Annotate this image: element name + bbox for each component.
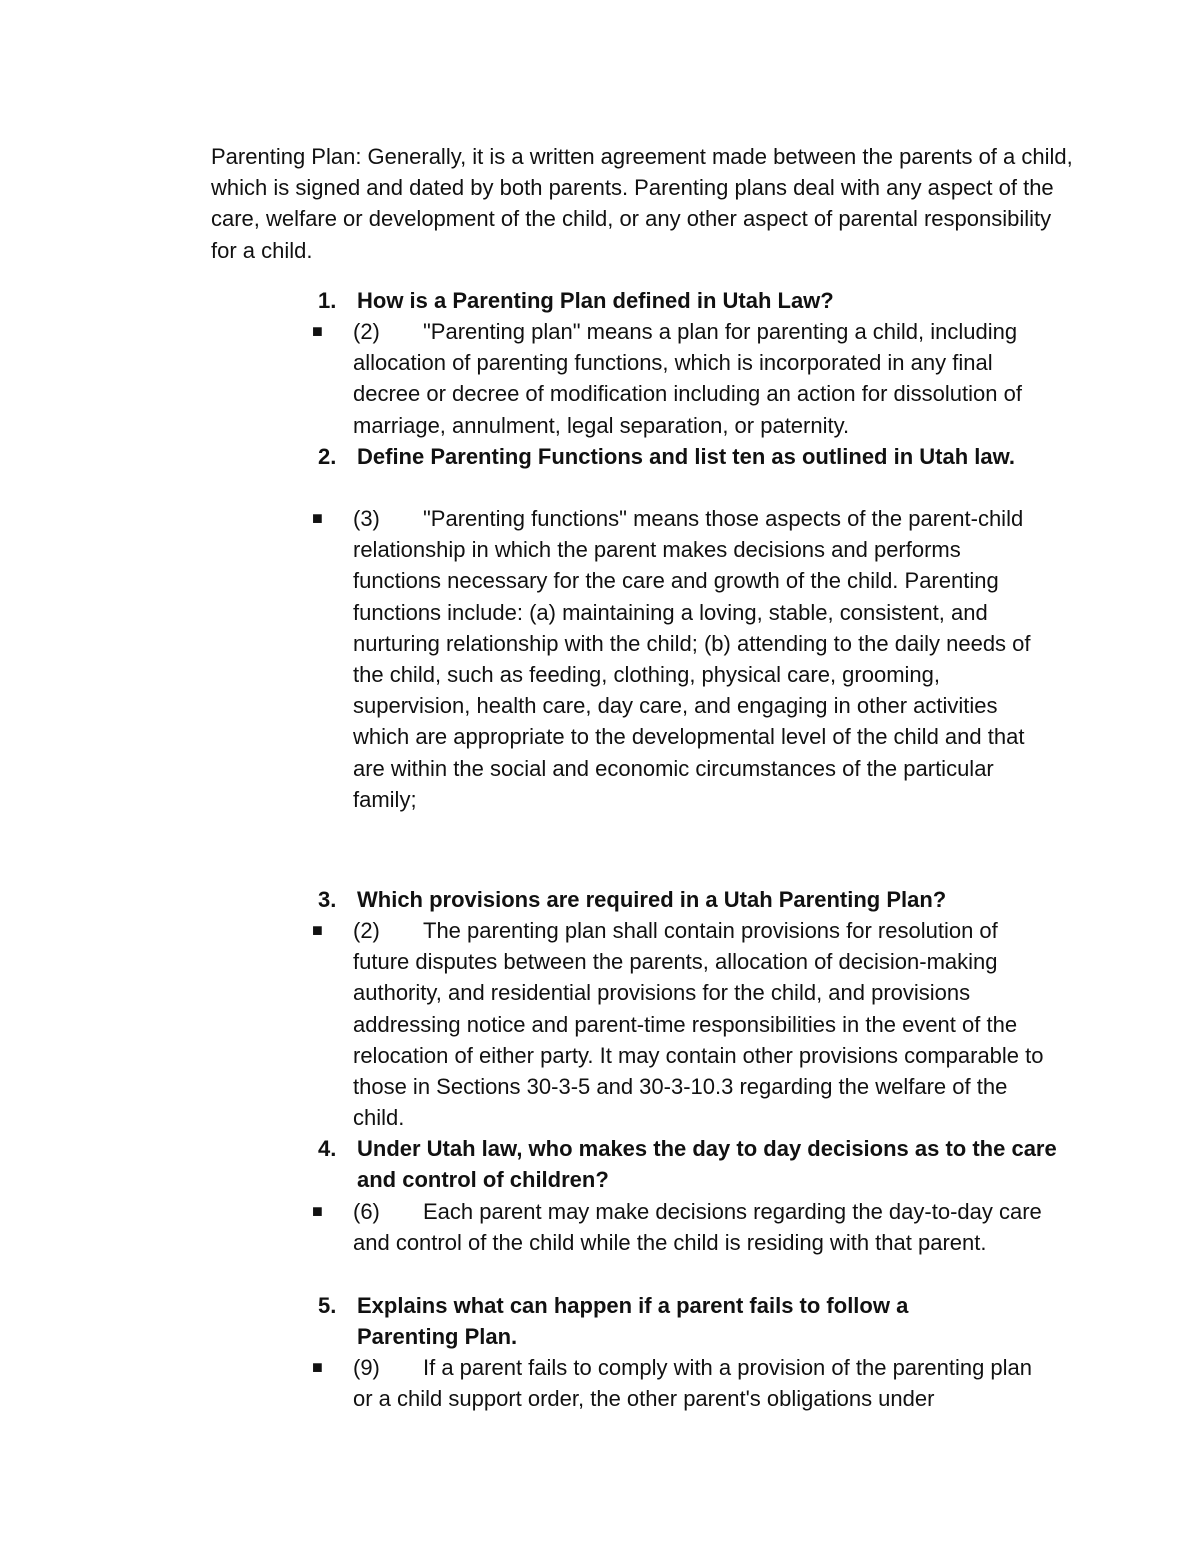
answer-body: Each parent may make decisions regarding the day-to-day care and control of the child while the child is residing with that parent. [353, 1199, 1042, 1256]
square-bullet-icon: ■ [312, 1357, 323, 1377]
question-number: 2. [318, 444, 337, 469]
question-1 [318, 285, 1068, 316]
question-2 [318, 441, 1068, 472]
answer-5 [312, 1352, 1072, 1414]
square-bullet-icon: ■ [312, 920, 323, 940]
answer-text [353, 316, 1053, 441]
question-number: 5. [318, 1293, 337, 1318]
square-bullet-icon: ■ [312, 1201, 323, 1221]
answer-1 [312, 316, 1072, 441]
statute-ref: (9) [353, 1355, 380, 1380]
answer-body: "Parenting functions" means those aspects of the parent-child relationship in which the parent makes decisions and performs functions necessary for the care and growth of the child. Parenting functions include: (a) maintaining a loving, stable, consistent, and nurturing relationship with the child; (b) attending to the daily needs of the child, such as feeding, clothing, physical care, grooming, supervision, health care, day care, and engaging in other activities which are appropriate to the developmental level of the child and that are within the social and economic circumstances of the particular family; [353, 506, 1031, 812]
statute-ref: (6) [353, 1199, 380, 1224]
statute-ref: (3) [353, 506, 380, 531]
answer-2 [312, 503, 1072, 815]
question-text: How is a Parenting Plan defined in Utah Law? [357, 288, 834, 313]
question-text: Explains what can happen if a parent fails to follow a Parenting Plan. [357, 1293, 909, 1350]
question-text: Which provisions are required in a Utah Parenting Plan? [357, 887, 947, 912]
answer-4 [312, 1196, 1072, 1258]
answer-text [353, 915, 1053, 1133]
answer-body: The parenting plan shall contain provisions for resolution of future disputes between the parents, allocation of decision-making authority, and residential provisions for the child, and provisions addressing notice and parent-time responsibilities in the event of the relocation of either party. It may contain other provisions comparable to those in Sections 30-3-5 and 30-3-10.3 regarding the welfare of the child. [353, 918, 1044, 1131]
answer-body: If a parent fails to comply with a provision of the parenting plan or a child support order, the other parent's obligations under [353, 1355, 1033, 1412]
intro-paragraph: Parenting Plan: Generally, it is a written agreement made between the parents of a child, which is signed and dated by both parents. Parenting plans deal with any aspect of the care, welfare or development of the child, or any other aspect of parental responsibility for a child. [211, 144, 1073, 263]
answer-3 [312, 915, 1072, 1133]
question-number: 4. [318, 1136, 337, 1161]
question-5 [318, 1290, 1068, 1352]
statute-ref: (2) [353, 918, 380, 943]
question-number: 1. [318, 288, 337, 313]
statute-ref: (2) [353, 319, 380, 344]
answer-text [353, 1196, 1053, 1258]
answer-text [353, 503, 1053, 815]
square-bullet-icon: ■ [312, 321, 323, 341]
question-text: Under Utah law, who makes the day to day decisions as to the care and control of children? [357, 1136, 1057, 1193]
question-3 [318, 884, 1068, 915]
answer-body: "Parenting plan" means a plan for parenting a child, including allocation of parenting functions, which is incorporated in any final decree or decree of modification including an action for dissolution of marriage, annulment, legal separation, or paternity. [353, 319, 1022, 438]
question-number: 3. [318, 887, 337, 912]
square-bullet-icon: ■ [312, 508, 323, 528]
answer-text [353, 1352, 1053, 1414]
question-text: Define Parenting Functions and list ten as outlined in Utah law. [357, 444, 1016, 469]
question-4 [318, 1133, 1068, 1195]
